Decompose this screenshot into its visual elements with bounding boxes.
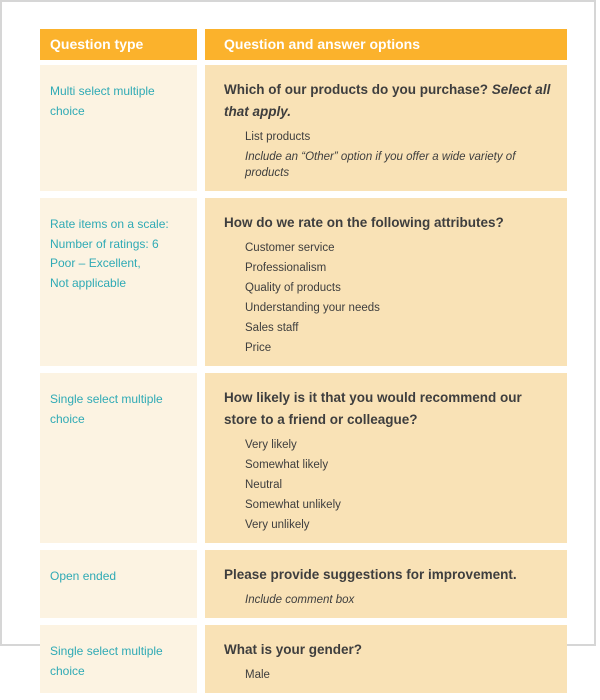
question-answer-cell <box>205 65 567 191</box>
answer-option: Somewhat unlikely <box>245 499 341 511</box>
answer-option: Very likely <box>245 439 297 451</box>
table-row <box>40 198 567 366</box>
question-type-label: Single select multiple choice <box>50 392 163 426</box>
question-type-label: Not applicable <box>50 275 127 290</box>
column-gap <box>197 550 205 618</box>
answer-option: Very unlikely <box>245 519 310 531</box>
answer-option: Sales staff <box>245 322 299 334</box>
question-type-cell <box>40 65 197 191</box>
answer-option: Include an “Other” option if you offer a wide variety of products <box>245 151 516 179</box>
question-type-cell <box>40 373 197 543</box>
answer-option: Customer service <box>245 242 335 254</box>
question-type-label: Rate items on a scale: <box>50 217 169 231</box>
column-gap <box>197 65 205 191</box>
question-type-cell <box>40 550 197 618</box>
answer-options-list <box>245 437 551 533</box>
table-header-row <box>40 29 567 60</box>
question-type-label: Single select multiple choice <box>50 644 163 678</box>
answer-option: Price <box>245 342 272 354</box>
header-question-type: Question type <box>40 29 197 60</box>
question-answer-cell <box>205 550 567 618</box>
question-type-cell <box>40 625 197 693</box>
question-type-label: Number of ratings: 6 <box>50 236 159 251</box>
answer-options-list <box>245 240 551 356</box>
answer-options-list <box>245 129 551 181</box>
question-main-text: Which of our products do you purchase? <box>224 82 489 97</box>
answer-option: Quality of products <box>245 282 341 294</box>
survey-question-table <box>40 29 567 700</box>
answer-option: Include comment box <box>245 594 355 606</box>
question-type-label: Open ended <box>50 569 117 583</box>
question-text <box>224 387 551 431</box>
answer-options-list <box>245 592 551 608</box>
question-main-text: How likely is it that you would recommend our store to a friend or colleague? <box>224 390 522 427</box>
question-main-text: What is your gender? <box>224 642 363 657</box>
answer-options-list <box>245 667 551 683</box>
answer-option: Professionalism <box>245 262 327 274</box>
column-gap <box>197 373 205 543</box>
question-answer-cell <box>205 625 567 693</box>
question-type-label: Poor – Excellent, <box>50 256 141 270</box>
header-question-answer-options: Question and answer options <box>205 29 567 60</box>
answer-option: List products <box>245 131 311 143</box>
column-gap <box>197 29 205 60</box>
question-text <box>224 212 551 234</box>
table-row <box>40 373 567 543</box>
question-text <box>224 564 551 586</box>
question-type-cell <box>40 198 197 366</box>
table-row <box>40 550 567 618</box>
table-row <box>40 65 567 191</box>
question-instruction-italic: Select all that apply. <box>224 82 551 119</box>
question-answer-cell <box>205 198 567 366</box>
question-main-text: How do we rate on the following attributes? <box>224 215 504 230</box>
answer-option: Neutral <box>245 479 283 491</box>
table-row <box>40 625 567 693</box>
answer-option: Somewhat likely <box>245 459 329 471</box>
question-type-label: Multi select multiple choice <box>50 84 155 118</box>
question-text <box>224 79 551 123</box>
question-text <box>224 639 551 661</box>
table-body <box>40 65 567 693</box>
answer-option: Male <box>245 669 270 681</box>
column-gap <box>197 625 205 693</box>
answer-option: Understanding your needs <box>245 302 380 314</box>
question-answer-cell <box>205 373 567 543</box>
column-gap <box>197 198 205 366</box>
question-main-text: Please provide suggestions for improvement. <box>224 567 517 582</box>
